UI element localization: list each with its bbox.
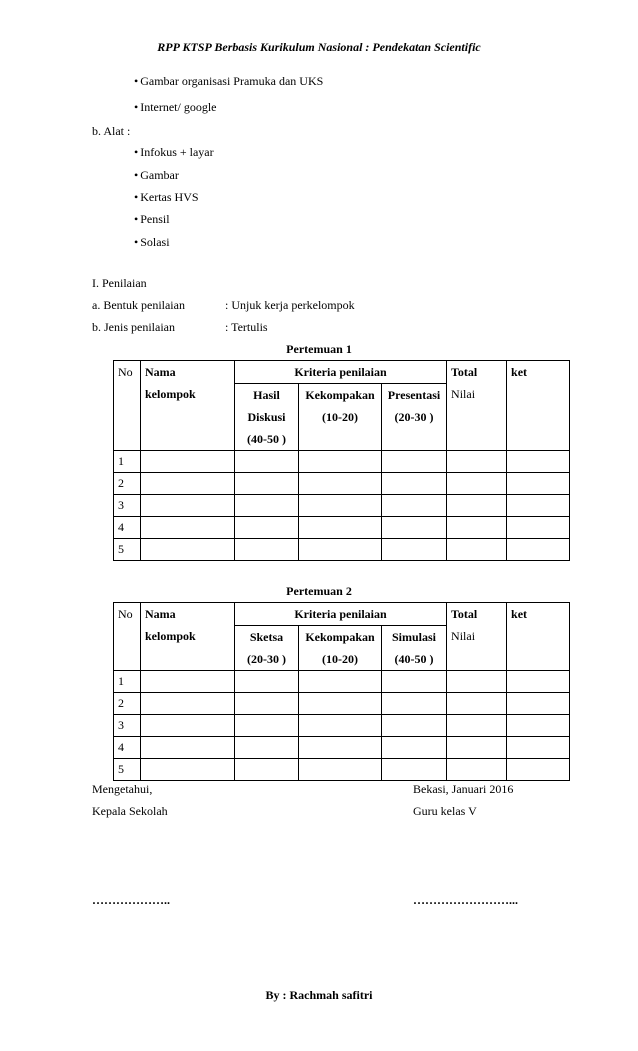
- sub-col-1: Hasil Diskusi (40-50 ): [235, 384, 299, 451]
- jenis-value: : Tertulis: [225, 320, 268, 334]
- jenis-label: b. Jenis penilaian: [92, 320, 175, 334]
- table-row: [114, 737, 570, 759]
- sub-col-3: Simulasi (40-50 ): [382, 626, 447, 671]
- sign-left-top: Mengetahui,: [92, 782, 153, 796]
- table-row: [114, 759, 570, 781]
- media-item: • Internet/ google: [134, 100, 217, 115]
- col-no: No: [114, 603, 141, 671]
- col-nama: Nama kelompok: [141, 603, 235, 671]
- alat-item: • Pensil: [134, 212, 170, 227]
- sub-col-2: Kekompakan (10-20): [299, 626, 382, 671]
- media-item: • Gambar organisasi Pramuka dan UKS: [134, 74, 323, 89]
- row-number: 5: [114, 759, 141, 781]
- table-row: [114, 495, 570, 517]
- row-number: 4: [114, 737, 141, 759]
- table-row: [114, 451, 570, 473]
- row-number: 1: [114, 671, 141, 693]
- alat-item: • Kertas HVS: [134, 190, 199, 205]
- sign-right-role: Guru kelas V: [413, 804, 477, 818]
- meeting-title: Pertemuan 1: [286, 342, 352, 356]
- row-number: 3: [114, 715, 141, 737]
- row-number: 4: [114, 517, 141, 539]
- penilaian-title: I. Penilaian: [92, 276, 147, 290]
- bentuk-value: : Unjuk kerja perkelompok: [225, 298, 355, 312]
- table-row: [114, 715, 570, 737]
- col-nama: Nama kelompok: [141, 361, 235, 451]
- col-ket: ket: [507, 361, 570, 451]
- row-number: 3: [114, 495, 141, 517]
- row-number: 5: [114, 539, 141, 561]
- table-row: [114, 539, 570, 561]
- alat-label: b. Alat :: [92, 124, 131, 138]
- col-kriteria: Kriteria penilaian: [235, 361, 447, 384]
- col-total: Total Nilai: [447, 603, 507, 671]
- table-row: [114, 693, 570, 715]
- col-no: No: [114, 361, 141, 451]
- page-footer: By : Rachmah safitri: [265, 988, 373, 1002]
- sub-col-2: Kekompakan (10-20): [299, 384, 382, 451]
- col-ket: ket: [507, 603, 570, 671]
- table-row: [114, 517, 570, 539]
- col-total: Total Nilai: [447, 361, 507, 451]
- sub-col-1: Sketsa (20-30 ): [235, 626, 299, 671]
- meeting-title: Pertemuan 2: [286, 584, 352, 598]
- table-row: [114, 473, 570, 495]
- alat-item: • Gambar: [134, 168, 179, 183]
- grading-table-2: [113, 602, 570, 781]
- row-number: 2: [114, 473, 141, 495]
- alat-item: • Infokus + layar: [134, 145, 214, 160]
- bentuk-label: a. Bentuk penilaian: [92, 298, 185, 312]
- sign-left-role: Kepala Sekolah: [92, 804, 168, 818]
- row-number: 2: [114, 693, 141, 715]
- sub-col-3: Presentasi (20-30 ): [382, 384, 447, 451]
- sign-right-line: ……………………...: [413, 893, 518, 907]
- row-number: 1: [114, 451, 141, 473]
- table-row: [114, 671, 570, 693]
- sign-right-top: Bekasi, Januari 2016: [413, 782, 514, 796]
- sign-left-line: ………………..: [92, 893, 170, 907]
- col-kriteria: Kriteria penilaian: [235, 603, 447, 626]
- page-header: RPP KTSP Berbasis Kurikulum Nasional : Pendekatan Scientific: [157, 40, 481, 54]
- alat-item: • Solasi: [134, 235, 170, 250]
- grading-table-1: [113, 360, 570, 561]
